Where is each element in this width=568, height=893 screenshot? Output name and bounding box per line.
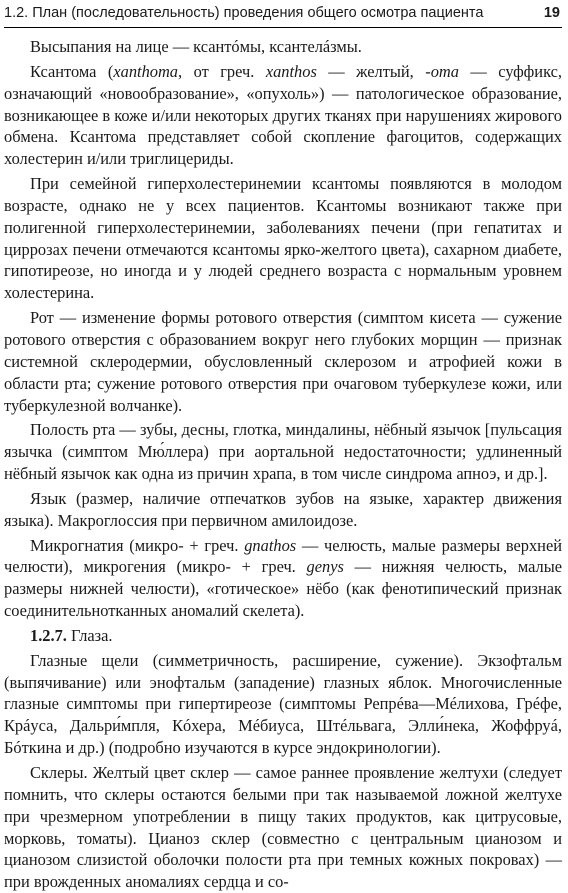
text-run: — желтый, — [316, 61, 426, 81]
paragraph-micrognathia — [4, 535, 562, 622]
section-number: 1.2.7. — [30, 625, 67, 645]
paragraph-oral-cavity: Полость рта — зубы, десны, глотка, миндалины, нёбный язычок [пульсация язычка (симптом Мю́ллера) при аортальной недостаточности; удлиненный нёбный язычок как одна из причин храпа, в том числе синдрома апноэ, и др.]. — [4, 420, 562, 484]
running-title: 1.2. План (последовательность) проведения общего осмотра пациента — [4, 5, 484, 21]
greek-term: gnathos — [244, 535, 297, 555]
paragraph-mouth: Рот — изменение формы ротового отверстия (симптом кисета — сужение ротового отверстия с образованием вокруг него глубоких морщин — признак системной склеродермии, обусловленный склерозом и атрофией кожи в области рта; сужение ротового отверстия при очаговом туберкулезе кожи, или туберкулезной волчанке). — [4, 308, 562, 415]
greek-term: genys — [306, 557, 344, 577]
text-run: Микрогнатия (микро- + греч. — [30, 535, 245, 555]
paragraph-palpebral-fissures: Глазные щели (симметричность, расширение, сужение). Экзофтальм (выпячивание) или энофтальм (западение) глазных яблок. Многочисленные глазные симптомы при гипертиреозе (симптомы Репрéва—Мéлихова, Грéфе, Крáуса, Дальри́мпля, Кóхера, Мéбиуса, Штéльвага, Элли́нека, Жоффруá, Бóткина и др.) (подробно изучаются в курсе эндокринологии). — [4, 650, 562, 758]
text-run: — суффикс, означающий «новообразование», «опухоль») — патологическое образование, возникающее в коже и/или некоторых других тканях при нарушениях жирового обмена. Ксантома представляет собой скопление фагоцитов, содержащих холестерин и/или триглицериды. — [4, 61, 562, 169]
paragraph-hypercholesterolemia: При семейной гиперхолестеринемии ксантомы появляются в молодом возрасте, однако не у всех пациентов. Ксантомы возникают также при полигенной гиперхолестеринемии, заболеваниях печени (при гепатитах и циррозах печени отмечаются ксантомы ярко-желтого цвета), сахарном диабете, гипотиреозе, но иногда и у людей среднего возраста с нормальным уровнем холестерина. — [4, 174, 562, 303]
text-run: , от греч. — [178, 61, 266, 81]
text-run: — нижняя челюсть, малые размеры нижней челюсти), «готическое» нёбо (как фенотипический признак соединительнотканных аномалий скелета). — [4, 557, 562, 621]
text-run: — челюсть, малые размеры верхней челюсти), микрогения (микро- + греч. — [4, 535, 562, 577]
paragraph-sclera: Склеры. Желтый цвет склер — самое раннее проявление желтухи (следует помнить, что склеры остаются белыми при так называемой ложной желтухе при чрезмерном употреблении в пищу таких продуктов, как цитрусовые, морковь, томаты). Цианоз склер (совместно с центральным цианозом и цианозом слизистой оболочки полости рта при темных кожных покровах) — при врожденных аномалиях сердца и со- — [4, 763, 562, 892]
paragraph-tongue: Язык (размер, наличие отпечатков зубов на языке, характер движения языка). Макроглоссия при первичном амилоидозе. — [4, 488, 562, 530]
section-heading-eyes — [4, 625, 562, 647]
latin-term: xanthoma — [113, 61, 179, 81]
page-number: 19 — [543, 5, 560, 21]
paragraph-xanthoma-definition — [4, 61, 562, 170]
greek-term: xanthos — [265, 61, 317, 81]
paragraph-rashes: Высыпания на лице — ксантóмы, ксантелáзмы. — [30, 37, 362, 56]
body-text — [4, 36, 562, 893]
text-run: Ксантома ( — [30, 61, 114, 81]
running-header — [4, 0, 560, 26]
section-title: Глаза. — [66, 625, 113, 645]
header-rule — [4, 27, 562, 28]
suffix-term: -oma — [425, 61, 459, 81]
